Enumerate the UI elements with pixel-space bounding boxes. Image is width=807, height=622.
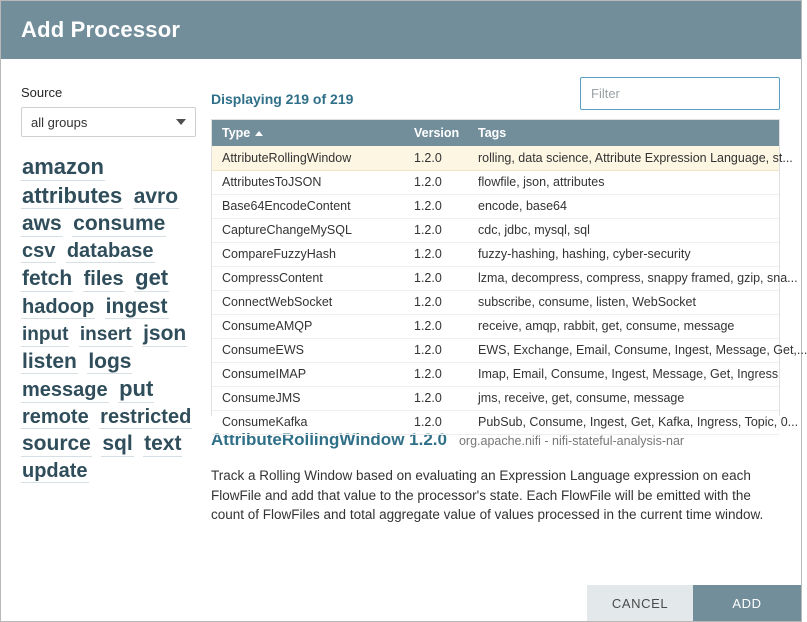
tag-item[interactable]: remote <box>22 405 89 428</box>
cell-tags: rolling, data science, Attribute Expression Language, st... <box>468 146 779 170</box>
tag-cloud <box>21 155 201 486</box>
table-row[interactable] <box>212 146 779 170</box>
tag-item[interactable]: json <box>143 322 187 346</box>
tag-item[interactable]: ingest <box>105 294 168 318</box>
dialog-footer <box>587 585 801 621</box>
filter-input[interactable] <box>580 77 780 110</box>
table-row[interactable] <box>212 338 779 362</box>
table-row[interactable] <box>212 386 779 410</box>
table-row[interactable] <box>212 218 779 242</box>
cell-version: 1.2.0 <box>404 170 468 194</box>
cell-version: 1.2.0 <box>404 338 468 362</box>
cell-type: ConsumeEWS <box>212 338 404 362</box>
tag-item[interactable]: put <box>119 376 154 402</box>
tag-item[interactable]: input <box>22 324 69 346</box>
source-group-select[interactable] <box>21 107 196 137</box>
column-header-version[interactable]: Version <box>404 120 468 146</box>
cell-type: AttributesToJSON <box>212 170 404 194</box>
cell-version: 1.2.0 <box>404 218 468 242</box>
tag-item[interactable]: avro <box>133 184 179 208</box>
source-group-select-value: all groups <box>31 114 88 130</box>
cell-type: CaptureChangeMySQL <box>212 218 404 242</box>
cell-tags: EWS, Exchange, Email, Consume, Ingest, Message, Get,... <box>468 338 779 362</box>
cell-version: 1.2.0 <box>404 194 468 218</box>
dialog-body <box>1 59 807 621</box>
tag-item[interactable]: aws <box>22 212 62 236</box>
processor-list-panel <box>197 59 807 621</box>
cell-tags: receive, amqp, rabbit, get, consume, message <box>468 314 779 338</box>
column-header-tags[interactable]: Tags <box>468 120 779 146</box>
source-label: Source <box>21 85 63 100</box>
cell-version: 1.2.0 <box>404 410 468 434</box>
cell-type: Base64EncodeContent <box>212 194 404 218</box>
cell-version: 1.2.0 <box>404 266 468 290</box>
tag-item[interactable]: sql <box>102 432 133 456</box>
page-title: Add Processor <box>21 17 181 42</box>
tag-item[interactable]: insert <box>79 324 132 346</box>
cell-type: AttributeRollingWindow <box>212 146 404 170</box>
dialog-titlebar <box>1 1 801 59</box>
cell-tags: jms, receive, get, consume, message <box>468 386 779 410</box>
processor-details-title: AttributeRollingWindow 1.2.0 <box>211 430 447 449</box>
tag-item[interactable]: message <box>22 379 108 402</box>
processor-details-bundle: org.apache.nifi - nifi-stateful-analysis-nar <box>458 434 685 448</box>
tag-item[interactable]: listen <box>22 349 77 373</box>
table-row[interactable] <box>212 194 779 218</box>
cell-tags: flowfile, json, attributes <box>468 170 779 194</box>
cell-tags: PubSub, Consume, Ingest, Get, Kafka, Ingress, Topic, 0... <box>468 410 779 434</box>
tag-item[interactable]: hadoop <box>22 295 95 318</box>
cell-type: ConsumeAMQP <box>212 314 404 338</box>
column-header-type-label: Type <box>222 126 251 140</box>
cell-type: ConsumeKafka <box>212 410 404 434</box>
tag-item[interactable]: update <box>22 459 88 482</box>
cell-version: 1.2.0 <box>404 362 468 386</box>
column-header-type[interactable] <box>212 120 404 146</box>
tag-item[interactable]: text <box>144 432 182 456</box>
tag-item[interactable]: source <box>22 432 91 456</box>
sort-ascending-icon <box>255 131 263 136</box>
table-row[interactable] <box>212 266 779 290</box>
cell-type: CompareFuzzyHash <box>212 242 404 266</box>
table-row[interactable] <box>212 242 779 266</box>
tag-item[interactable]: get <box>135 265 169 291</box>
cell-version: 1.2.0 <box>404 242 468 266</box>
table-row[interactable] <box>212 314 779 338</box>
source-panel <box>1 59 197 621</box>
tag-item[interactable]: consume <box>73 212 166 236</box>
chevron-down-icon <box>176 119 186 125</box>
cancel-button[interactable]: CANCEL <box>587 585 693 621</box>
results-count: Displaying 219 of 219 <box>211 91 354 107</box>
cell-version: 1.2.0 <box>404 314 468 338</box>
tag-item[interactable]: restricted <box>100 405 192 428</box>
processor-table <box>211 119 807 429</box>
table-row[interactable] <box>212 290 779 314</box>
list-toolbar <box>211 77 780 119</box>
cell-tags: Imap, Email, Consume, Ingest, Message, Get, Ingress <box>468 362 779 386</box>
cell-tags: subscribe, consume, listen, WebSocket <box>468 290 779 314</box>
cell-version: 1.2.0 <box>404 146 468 170</box>
tag-item[interactable]: fetch <box>22 267 73 291</box>
table-row[interactable] <box>212 410 779 434</box>
tag-item[interactable]: database <box>66 239 154 262</box>
cell-tags: encode, base64 <box>468 194 779 218</box>
cell-type: CompressContent <box>212 266 404 290</box>
table-row[interactable] <box>212 362 779 386</box>
cell-type: ConsumeIMAP <box>212 362 404 386</box>
cell-type: ConsumeJMS <box>212 386 404 410</box>
cell-version: 1.2.0 <box>404 386 468 410</box>
tag-item[interactable]: csv <box>22 239 56 262</box>
cell-version: 1.2.0 <box>404 290 468 314</box>
add-button[interactable]: ADD <box>693 585 801 621</box>
table-row[interactable] <box>212 170 779 194</box>
tag-item[interactable]: amazon <box>22 154 104 179</box>
cell-tags: lzma, decompress, compress, snappy framed, gzip, sna... <box>468 266 779 290</box>
tag-item[interactable]: files <box>83 268 124 291</box>
cell-type: ConnectWebSocket <box>212 290 404 314</box>
processor-details-description: Track a Rolling Window based on evaluating an Expression Language expression on each FlowFile and add that value to the processor's state. Each FlowFile will be emitted with the count of FlowFiles and total aggregate value of values processed in the current time window. <box>211 468 764 523</box>
tag-item[interactable]: attributes <box>22 182 123 208</box>
table-header-row <box>212 120 779 146</box>
tag-item[interactable]: logs <box>88 349 132 373</box>
cell-tags: cdc, jdbc, mysql, sql <box>468 218 779 242</box>
cell-tags: fuzzy-hashing, hashing, cyber-security <box>468 242 779 266</box>
